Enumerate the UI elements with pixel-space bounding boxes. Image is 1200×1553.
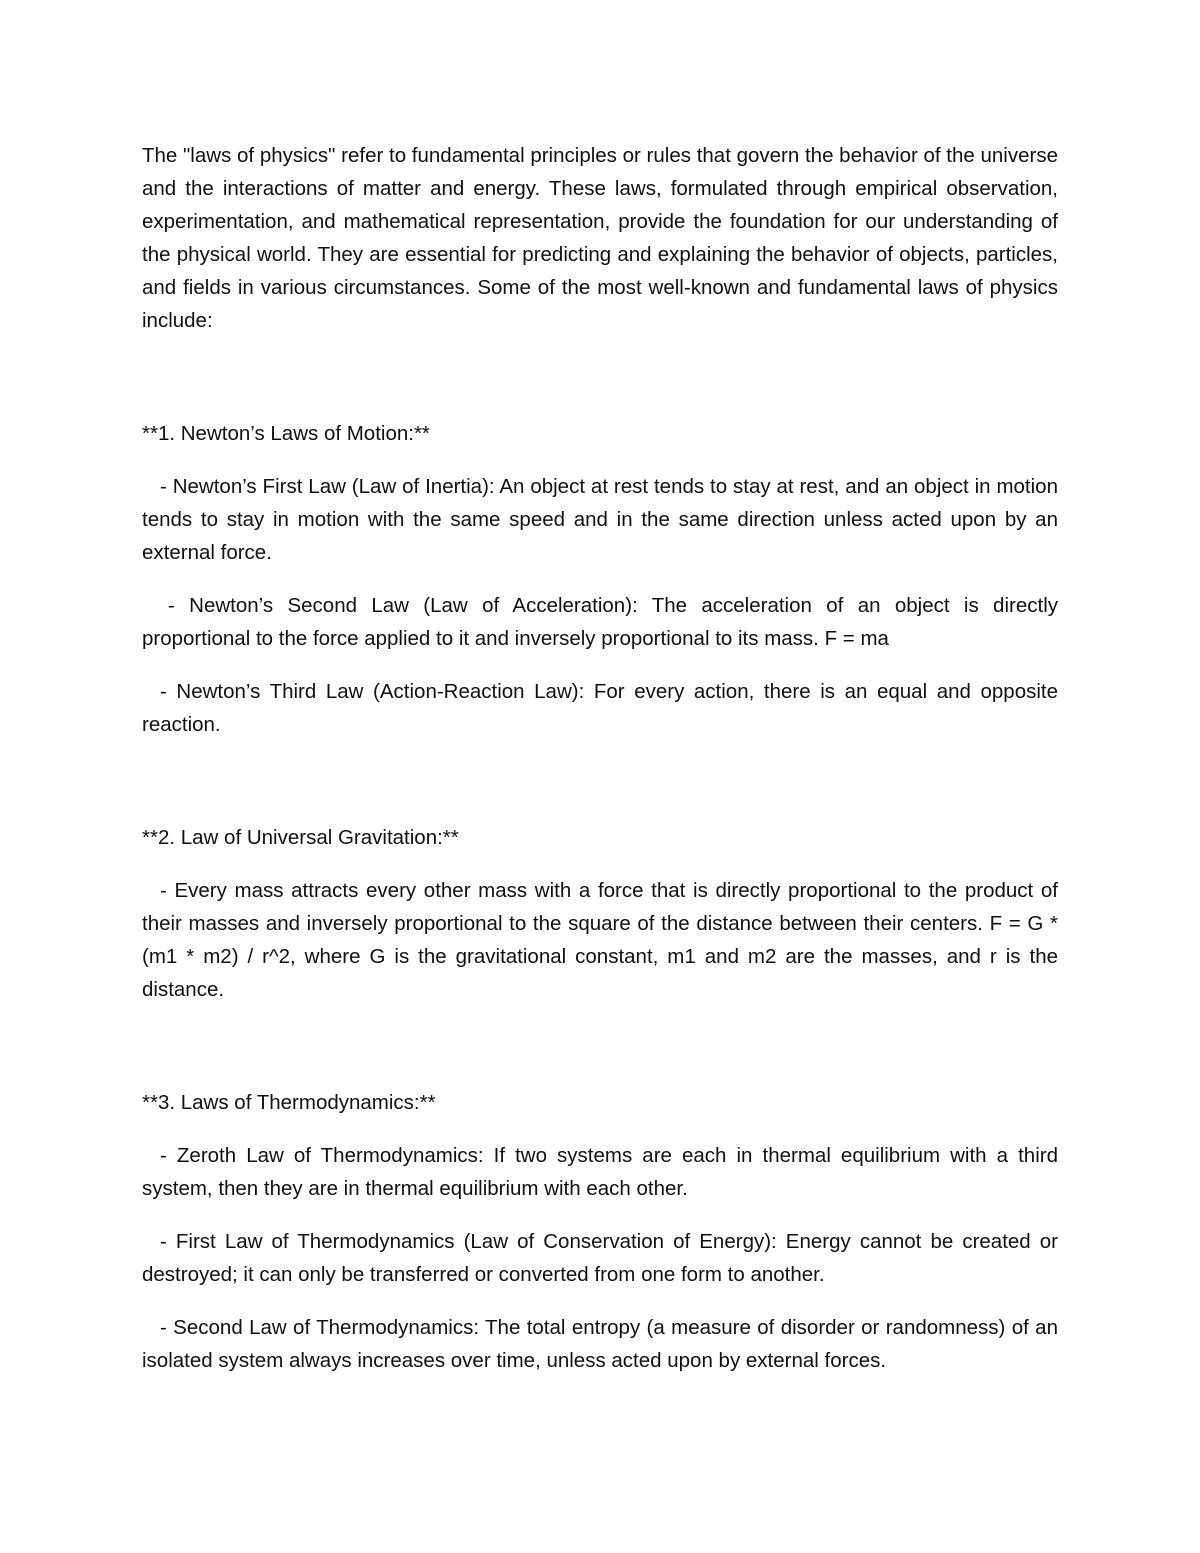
list-item-second-law-thermo: - Second Law of Thermodynamics: The total entropy (a measure of disorder or randomness) of an isolated system always increases over time, unless acted upon by external forces.	[142, 1316, 1058, 1372]
list-item-newton-second-law: - Newton’s Second Law (Law of Acceleration): The acceleration of an object is directly proportional to the force applied to it and inversely proportional to its mass. F = ma	[142, 594, 1058, 650]
list-item-universal-gravitation: - Every mass attracts every other mass with a force that is directly proportional to the product of their masses and inversely proportional to the square of the distance between their centers. F = G * (m1 * m2) / r^2, where G is the gravitational constant, m1 and m2 are the masses, and r is the distance.	[142, 879, 1058, 1001]
section-heading-gravitation: **2. Law of Universal Gravitation:**	[142, 826, 459, 849]
list-item-newton-third-law: - Newton’s Third Law (Action-Reaction Law): For every action, there is an equal and opposite reaction.	[142, 680, 1058, 736]
document-body	[142, 139, 1058, 1397]
section-heading-newtons-laws: **1. Newton’s Laws of Motion:**	[142, 422, 430, 445]
section-heading-thermodynamics: **3. Laws of Thermodynamics:**	[142, 1091, 436, 1114]
list-item-newton-first-law: - Newton’s First Law (Law of Inertia): An object at rest tends to stay at rest, and an object in motion tends to stay in motion with the same speed and in the same direction unless acted upon by an external force.	[142, 475, 1058, 564]
list-item-first-law-thermo: - First Law of Thermodynamics (Law of Conservation of Energy): Energy cannot be created or destroyed; it can only be transferred or converted from one form to another.	[142, 1230, 1058, 1286]
intro-paragraph: The "laws of physics" refer to fundamental principles or rules that govern the behavior of the universe and the interactions of matter and energy. These laws, formulated through empirical observation, experimentation, and mathematical representation, provide the foundation for our understanding of the physical world. They are essential for predicting and explaining the behavior of objects, particles, and fields in various circumstances. Some of the most well-known and fundamental laws of physics include:	[142, 144, 1058, 332]
list-item-zeroth-law: - Zeroth Law of Thermodynamics: If two systems are each in thermal equilibrium with a third system, then they are in thermal equilibrium with each other.	[142, 1144, 1058, 1200]
